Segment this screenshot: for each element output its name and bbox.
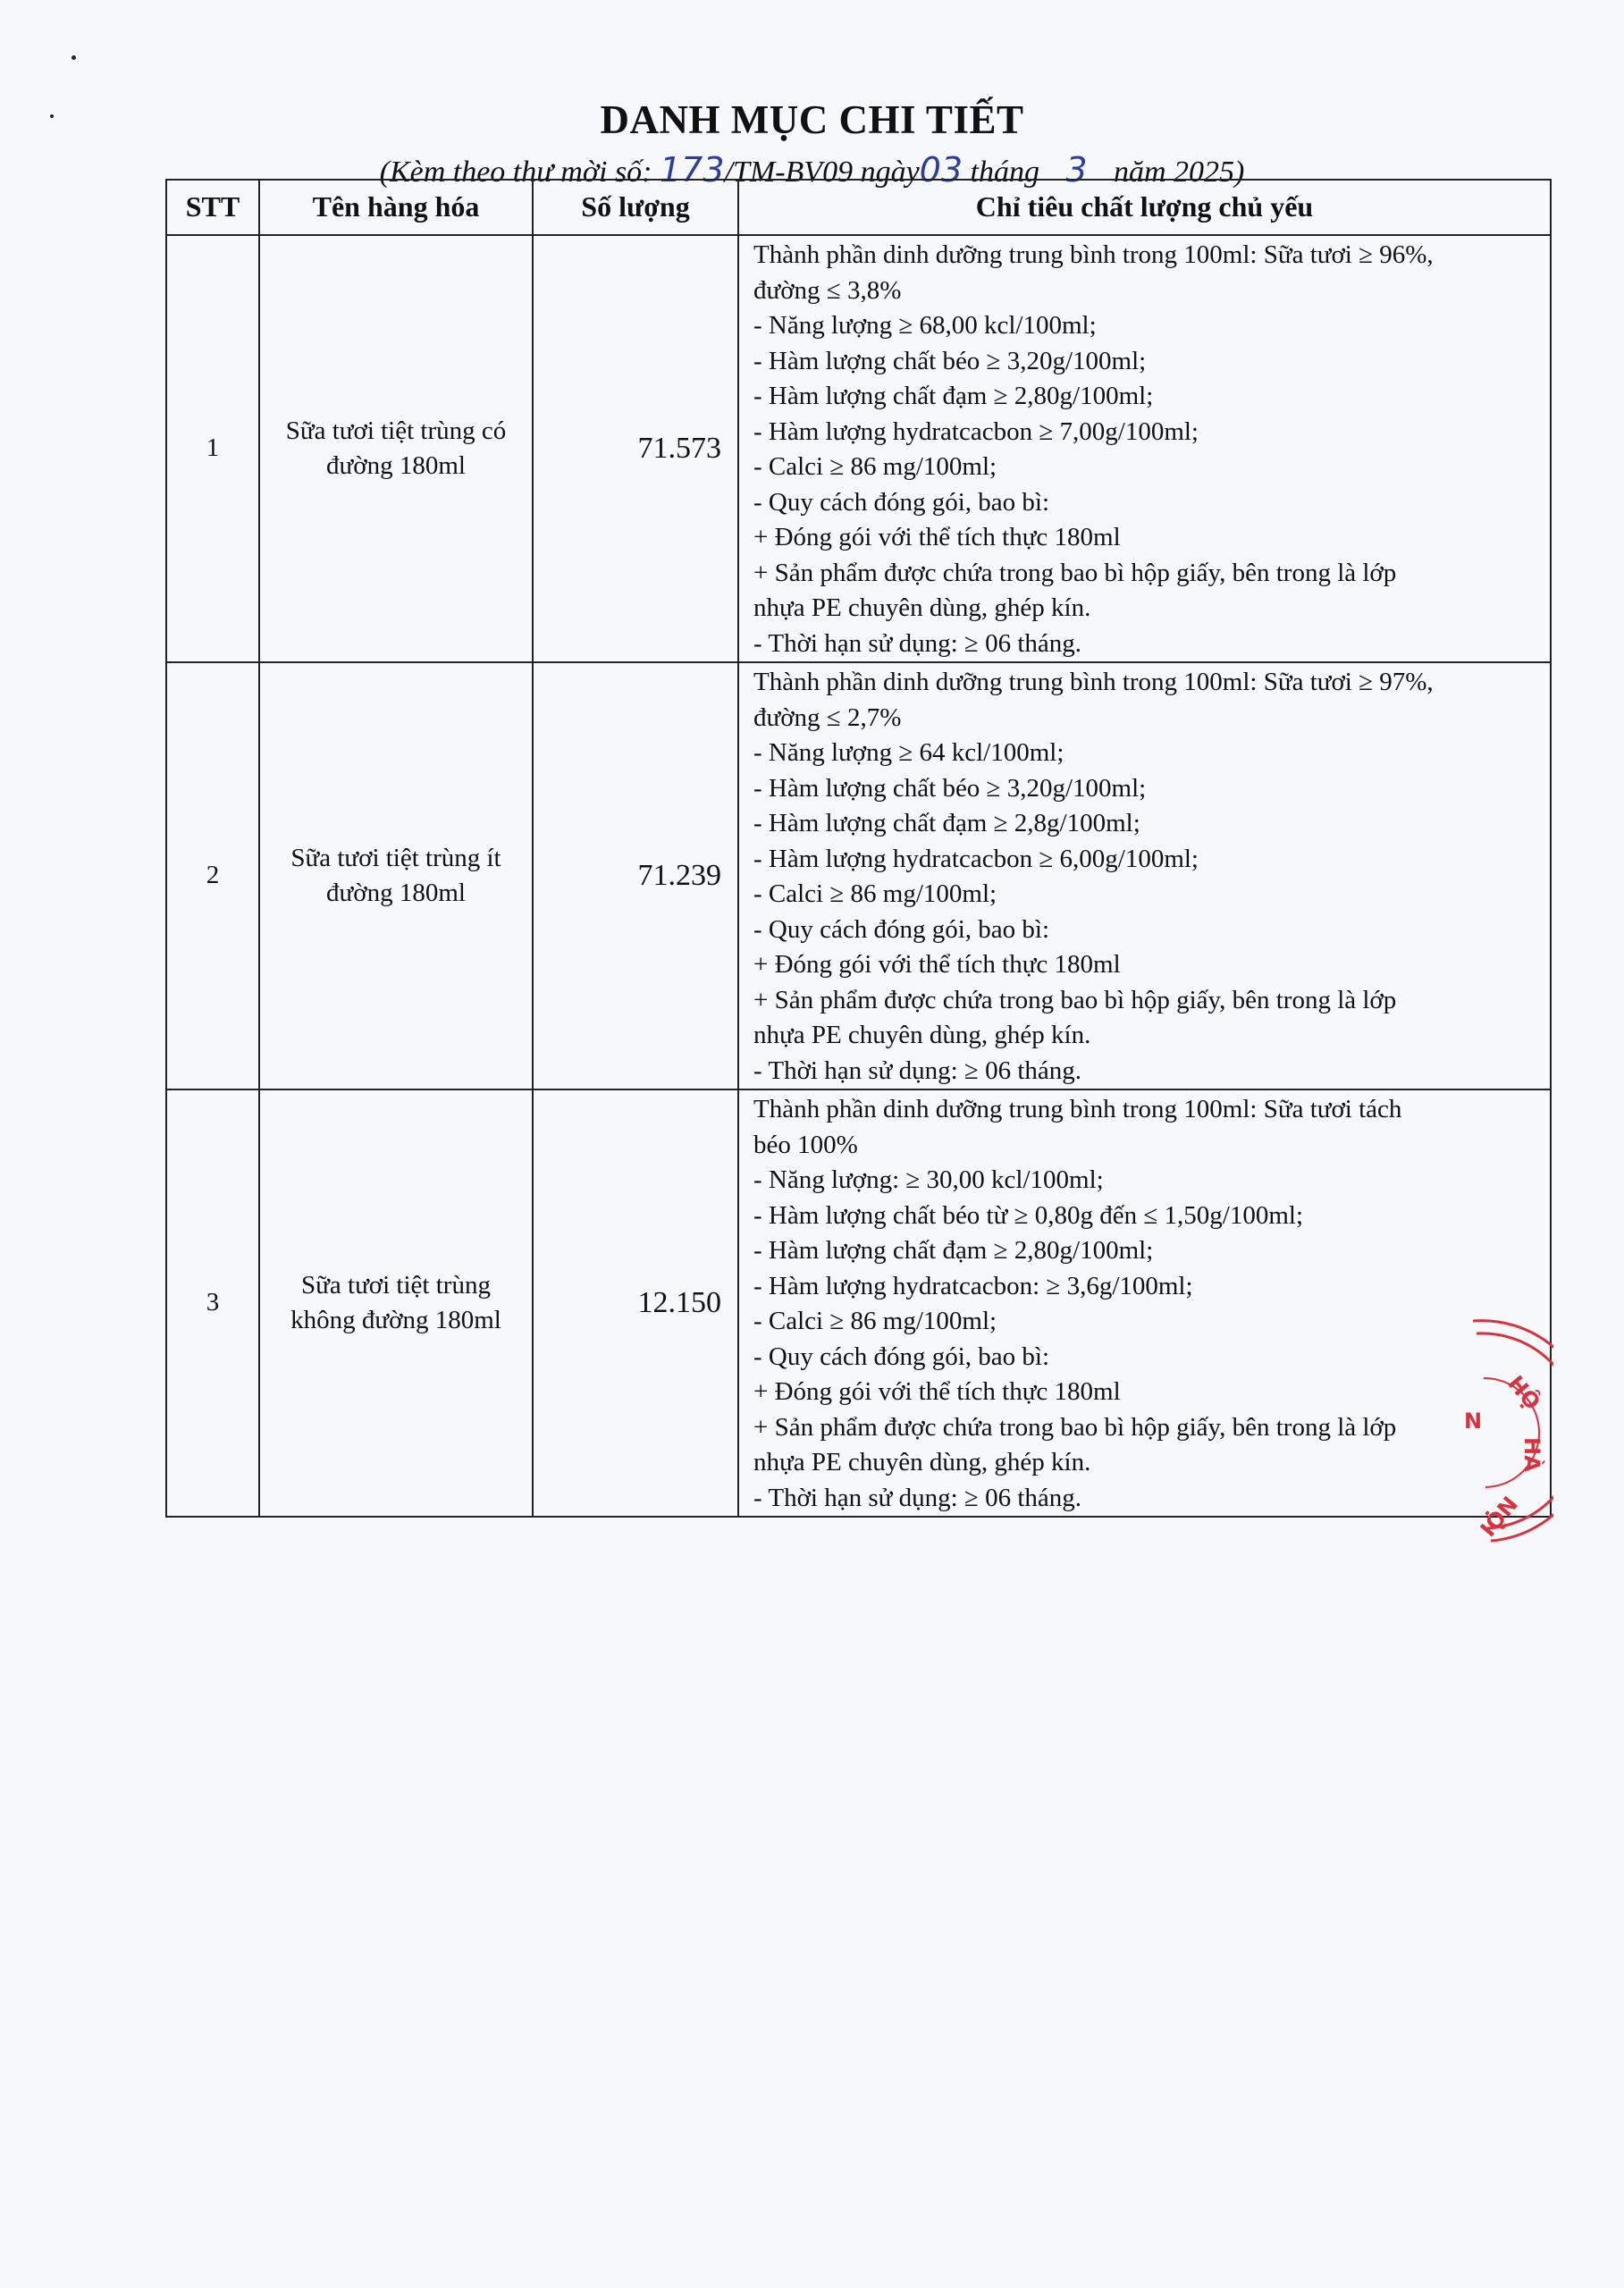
spec-line: + Sản phẩm được chứa trong bao bì hộp giấy, bên trong là lớp <box>753 1412 1397 1442</box>
handwritten-month: 3 <box>1065 150 1088 189</box>
spec-line: đường ≤ 3,8% <box>753 275 902 305</box>
spec-line: - Calci ≥ 86 mg/100ml; <box>753 452 997 481</box>
spec-line: + Sản phẩm được chứa trong bao bì hộp giấy, bên trong là lớp <box>753 985 1397 1014</box>
spec-line: - Quy cách đóng gói, bao bì: <box>753 487 1050 517</box>
spec-line: - Hàm lượng chất béo ≥ 3,20g/100ml; <box>753 346 1147 375</box>
spec-line: Thành phần dinh dưỡng trung bình trong 100ml: Sữa tươi ≥ 96%, <box>753 240 1434 269</box>
svg-text:N: N <box>1464 1409 1483 1434</box>
product-specs <box>738 662 1551 1089</box>
spec-line: - Hàm lượng hydratcacbon: ≥ 3,6g/100ml; <box>753 1271 1193 1300</box>
table-header-row <box>166 180 1551 235</box>
scan-speck <box>72 55 76 60</box>
product-name: Sữa tươi tiệt trùng ít đường 180ml <box>259 662 533 1089</box>
red-seal-stamp <box>1419 1298 1553 1566</box>
spec-line: - Hàm lượng chất đạm ≥ 2,80g/100ml; <box>753 382 1154 410</box>
product-quantity: 71.573 <box>533 235 738 662</box>
row-number: 2 <box>166 662 259 1089</box>
subtitle-prefix: (Kèm theo thư mời số: <box>379 156 660 189</box>
table-row <box>166 235 1551 662</box>
spec-line: + Đóng gói với thể tích thực 180ml <box>753 523 1121 551</box>
spec-line: béo 100% <box>753 1130 858 1159</box>
spec-line: - Quy cách đóng gói, bao bì: <box>753 914 1050 944</box>
spec-line: - Hàm lượng hydratcacbon ≥ 7,00g/100ml; <box>753 416 1199 446</box>
handwritten-letter-number: 173 <box>660 150 725 189</box>
spec-line: + Đóng gói với thể tích thực 180ml <box>753 1377 1121 1406</box>
spec-line: đường ≤ 2,7% <box>753 702 902 732</box>
spec-line: nhựa PE chuyên dùng, ghép kín. <box>753 593 1091 622</box>
header-quality-specs: Chỉ tiêu chất lượng chủ yếu <box>738 180 1551 235</box>
spec-line: - Hàm lượng chất béo từ ≥ 0,80g đến ≤ 1,50g/100ml; <box>753 1200 1304 1230</box>
spec-line: - Năng lượng ≥ 68,00 kcl/100ml; <box>753 311 1097 340</box>
spec-line: - Thời hạn sử dụng: ≥ 06 tháng. <box>753 628 1082 658</box>
handwritten-day: 03 <box>919 150 963 189</box>
spec-line: - Hàm lượng chất béo ≥ 3,20g/100ml; <box>753 773 1147 803</box>
product-name: Sữa tươi tiệt trùng không đường 180ml <box>259 1089 533 1517</box>
spec-line: - Thời hạn sử dụng: ≥ 06 tháng. <box>753 1483 1082 1512</box>
header-product-name: Tên hàng hóa <box>259 180 533 235</box>
spec-line: nhựa PE chuyên dùng, ghép kín. <box>753 1448 1091 1476</box>
document-title: DANH MỤC CHI TIẾT <box>600 97 1024 142</box>
spec-line: + Sản phẩm được chứa trong bao bì hộp giấy, bên trong là lớp <box>753 558 1397 587</box>
spec-line: - Năng lượng: ≥ 30,00 kcl/100ml; <box>753 1165 1104 1194</box>
svg-text:NỘI: NỘI <box>1474 1491 1522 1542</box>
table-row <box>166 662 1551 1089</box>
header-quantity: Số lượng <box>533 180 738 235</box>
spec-line: - Quy cách đóng gói, bao bì: <box>753 1342 1050 1371</box>
table-row <box>166 1089 1551 1517</box>
spec-line: - Hàm lượng chất đạm ≥ 2,80g/100ml; <box>753 1236 1154 1265</box>
subtitle-year: năm 2025) <box>1106 156 1245 189</box>
spec-line: - Hàm lượng hydratcacbon ≥ 6,00g/100ml; <box>753 844 1199 873</box>
spec-line: Thành phần dinh dưỡng trung bình trong 100ml: Sữa tươi ≥ 97%, <box>753 668 1434 696</box>
spec-line: - Calci ≥ 86 mg/100ml; <box>753 879 997 908</box>
spec-line: - Năng lượng ≥ 64 kcl/100ml; <box>753 738 1064 767</box>
product-specs <box>738 235 1551 662</box>
header-stt: STT <box>166 180 259 235</box>
subtitle-code: /TM-BV09 ngày <box>724 156 920 189</box>
spec-line: + Đóng gói với thể tích thực 180ml <box>753 950 1121 979</box>
row-number: 1 <box>166 235 259 662</box>
row-number: 3 <box>166 1089 259 1517</box>
product-quantity: 71.239 <box>533 662 738 1089</box>
product-quantity: 12.150 <box>533 1089 738 1517</box>
spec-line: Thành phần dinh dưỡng trung bình trong 100ml: Sữa tươi tách <box>753 1095 1402 1123</box>
svg-text:HÀ: HÀ <box>1519 1437 1544 1472</box>
spec-line: - Thời hạn sử dụng: ≥ 06 tháng. <box>753 1056 1082 1085</box>
svg-text:HỘ: HỘ <box>1502 1370 1545 1415</box>
goods-table <box>165 179 1552 1518</box>
stamp-ring-inner <box>1477 1333 1553 1528</box>
spec-line: - Calci ≥ 86 mg/100ml; <box>753 1307 997 1335</box>
spec-line: - Hàm lượng chất đạm ≥ 2,8g/100ml; <box>753 809 1140 837</box>
subtitle-month-label: tháng <box>963 156 1048 189</box>
spec-line: nhựa PE chuyên dùng, ghép kín. <box>753 1021 1091 1049</box>
product-name: Sữa tươi tiệt trùng có đường 180ml <box>259 235 533 662</box>
